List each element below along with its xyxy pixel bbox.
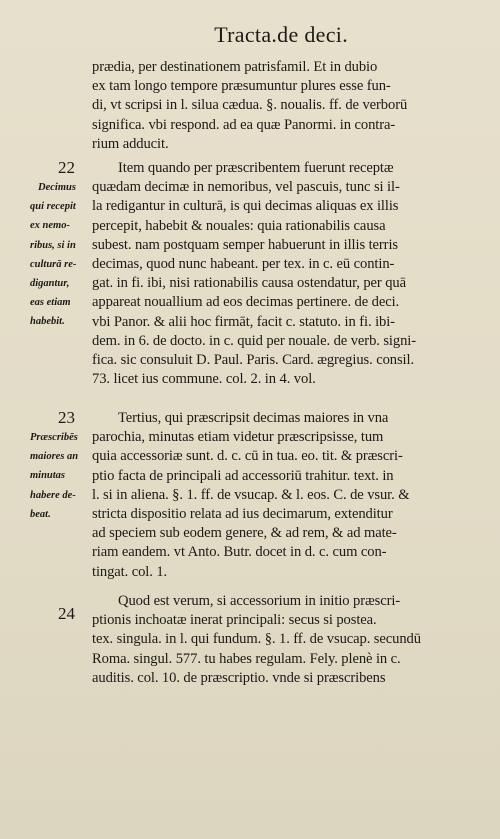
- text-line: l. si in aliena. §. 1. ff. de vsucap. & l. eos. C. de vsur. &: [92, 486, 410, 503]
- text-line: tex. singula. in l. qui fundum. §. 1. ff. de vsucap. secundū: [92, 631, 421, 648]
- text-line: parochia, minutas etiam videtur præscripsisse, tum: [92, 429, 384, 446]
- text-line: di, vt scripsi in l. silua cædua. §. noualis. ff. de verborū: [92, 97, 408, 114]
- text-line: Tertius, qui præscripsit decimas maiores in vna: [118, 410, 389, 426]
- margin-note-line: beat.: [30, 508, 51, 520]
- margin-note-line: Præscribēs: [30, 432, 78, 443]
- margin-note-line: minutas: [30, 470, 66, 482]
- paragraph-3: [92, 409, 472, 582]
- margin-note-praescribens: [2, 428, 98, 524]
- text-line: vbi Panor. & alii hoc firmāt, facit c. statuto. in fi. ibi-: [92, 313, 395, 330]
- margin-note-line: culturā re-: [30, 258, 77, 270]
- section-number-23: 23: [58, 408, 75, 427]
- text-line: quædam decimæ in nemoribus, vel pascuis, tunc si il-: [92, 179, 400, 196]
- text-line: fica. sic consuluit D. Paul. Paris. Card. ægregius. consil.: [92, 352, 415, 369]
- margin-note-line: habebit.: [30, 316, 65, 328]
- text-line: gat. in fi. ibi, nisi rationabilis causa ostendatur, per quā: [92, 275, 406, 292]
- text-line: dem. in 6. de docto. in c. quid per nouale. de verb. signi-: [92, 332, 416, 349]
- section-number-22: 22: [58, 158, 75, 177]
- text-line: Quod est verum, si accessorium in initio præscri-: [118, 593, 401, 609]
- text-line: auditis. col. 10. de præscriptio. vnde si præscribens: [92, 669, 386, 686]
- paragraph-4: [92, 592, 472, 688]
- margin-note-line: qui recepit: [30, 201, 76, 213]
- text-line: Roma. singul. 577. tu habes regulam. Fely. plenè in c.: [92, 650, 401, 667]
- paragraph-1: [92, 58, 472, 154]
- margin-note-line: ex nemo-: [30, 220, 70, 232]
- text-line: ptio facta de principali ad accessoriū trahitur. text. in: [92, 467, 394, 484]
- text-line: subest. nam postquam semper habuerunt in illis terris: [92, 236, 398, 253]
- text-line: rium adducit.: [92, 135, 169, 152]
- text-line: percepit, habebit & nouales: quia rationabilis causa: [92, 217, 386, 234]
- text-line: Item quando per præscribentem fuerunt receptæ: [118, 160, 394, 176]
- text-line: ptionis inchoatæ inerat principali: secus si postea.: [92, 612, 377, 629]
- margin-note-line: ribus, si in: [30, 239, 76, 251]
- text-line: stricta dispositio relata ad ius decimarum, extenditur: [92, 506, 393, 523]
- text-line: appareat nouallium ad eos decimas pertinere. de deci.: [92, 294, 400, 311]
- margin-note-line: Decimus: [38, 182, 76, 193]
- margin-note-decimus: [2, 178, 98, 332]
- section-number-24: 24: [58, 604, 75, 623]
- text-line: riam eandem. vt Anto. Butr. docet in d. c. cum con-: [92, 544, 387, 561]
- text-line: quia accessoriæ sunt. d. c. cū in tua. eo. tit. & præscri-: [92, 448, 403, 465]
- text-line: decimas, quod nunc habeant. per tex. in c. eū contin-: [92, 256, 395, 273]
- margin-note-line: digantur,: [30, 278, 70, 290]
- text-line: ex tam longo tempore præsumuntur plures esse fun-: [92, 78, 391, 95]
- text-line: significa. vbi respond. ad ea quæ Panormi. in contra-: [92, 116, 396, 133]
- text-line: ad speciem sub eodem genere, & ad rem, & ad mate-: [92, 525, 397, 542]
- margin-note-line: eas etiam: [30, 297, 71, 309]
- text-line: 73. licet ius commune. col. 2. in 4. vol.: [92, 371, 316, 388]
- paragraph-2: [92, 159, 472, 389]
- margin-note-line: maiores an: [30, 451, 79, 463]
- running-header: Tracta.de deci.: [214, 22, 348, 47]
- text-line: prædia, per destinationem patrisfamil. Et in dubio: [92, 59, 378, 75]
- text-line: la redigantur in culturā, is qui decimas aliquas ex illis: [92, 198, 399, 215]
- margin-note-line: habere de-: [30, 489, 76, 501]
- text-line: tingat. col. 1.: [92, 563, 168, 580]
